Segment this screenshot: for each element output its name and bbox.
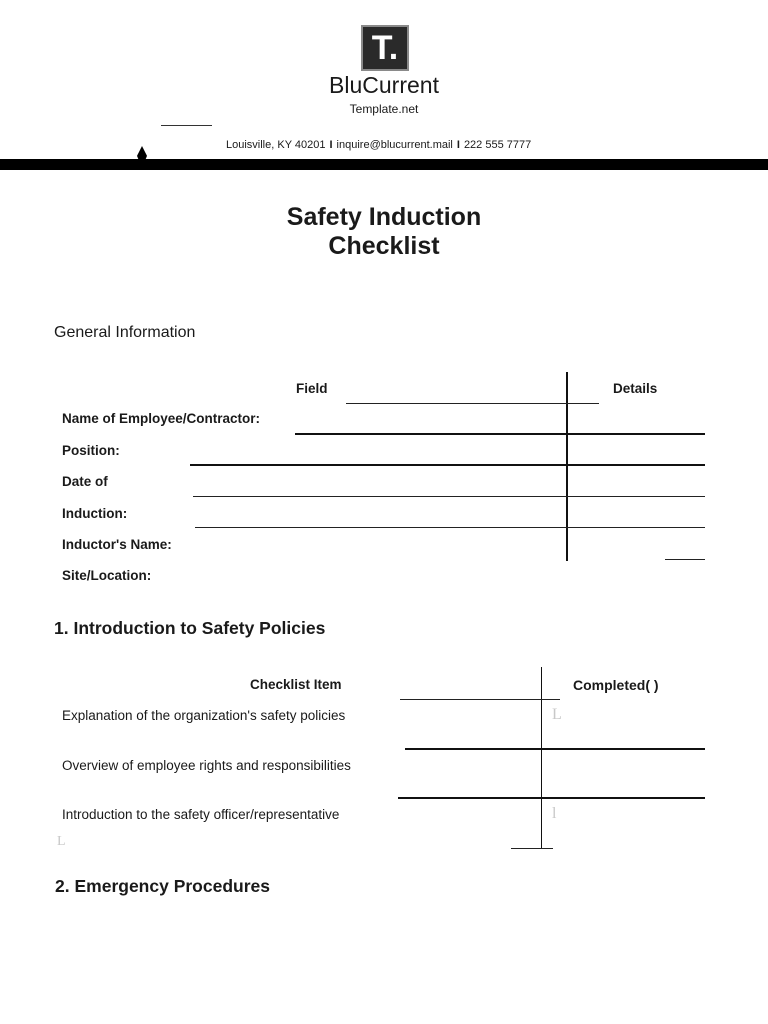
document-title-line2: Checklist — [328, 232, 440, 260]
checklist-item: Overview of employee rights and responsibilities — [62, 758, 351, 773]
field-label-inductor: Inductor's Name: — [62, 537, 172, 552]
contact-line — [226, 139, 531, 151]
company-name: BluCurrent — [329, 72, 439, 98]
completed-mark: L — [552, 706, 562, 723]
logo-letter: T. — [371, 29, 399, 67]
checklist-divider — [541, 667, 542, 849]
header-bar — [0, 159, 768, 170]
field-label-name: Name of Employee/Contractor: — [62, 411, 261, 426]
document-title — [0, 203, 768, 261]
table-rule — [195, 527, 705, 528]
contact-email: inquire@blucurrent.mail — [336, 139, 453, 151]
section2-heading — [55, 876, 270, 897]
contact-separator: I — [329, 139, 333, 151]
checklist-rule — [405, 748, 705, 750]
section1-number: 1. — [54, 618, 69, 638]
contact-location: Louisville, KY 40201 — [226, 139, 326, 151]
completed-mark: L — [57, 834, 66, 849]
table-rule — [665, 559, 705, 560]
table-rule — [295, 433, 705, 435]
field-label-position: Position: — [62, 443, 120, 458]
column-header-checklist-item: Checklist Item — [250, 677, 342, 692]
checklist-rule — [511, 848, 553, 849]
table-divider — [566, 372, 568, 561]
table-rule — [193, 496, 705, 497]
company-logo — [361, 25, 409, 71]
table-rule — [346, 403, 599, 404]
general-info-heading: General Information — [54, 324, 196, 341]
checklist-item: Explanation of the organization's safety policies — [62, 708, 346, 723]
field-label-induction: Induction: — [62, 506, 128, 521]
checklist-rule — [400, 699, 560, 700]
column-header-completed: Completed( ) — [573, 677, 659, 693]
completed-mark: l — [552, 805, 557, 822]
column-header-field: Field — [296, 381, 328, 396]
section2-number: 2. — [55, 876, 70, 896]
decorative-rule — [161, 125, 212, 126]
document-title-line1: Safety Induction — [286, 203, 482, 231]
field-label-date: Date of — [62, 474, 108, 489]
section1-heading — [54, 618, 325, 639]
contact-phone: 222 555 7777 — [463, 139, 532, 151]
section2-title: Emergency Procedures — [74, 876, 270, 896]
table-rule — [190, 464, 705, 466]
section1-title: Introduction to Safety Policies — [73, 618, 326, 638]
contact-separator: I — [456, 139, 460, 151]
column-header-details: Details — [613, 381, 658, 396]
field-label-site: Site/Location: — [62, 568, 152, 583]
company-website: Template.net — [349, 102, 419, 116]
checklist-rule — [398, 797, 705, 799]
checklist-item: Introduction to the safety officer/representative — [62, 807, 340, 822]
